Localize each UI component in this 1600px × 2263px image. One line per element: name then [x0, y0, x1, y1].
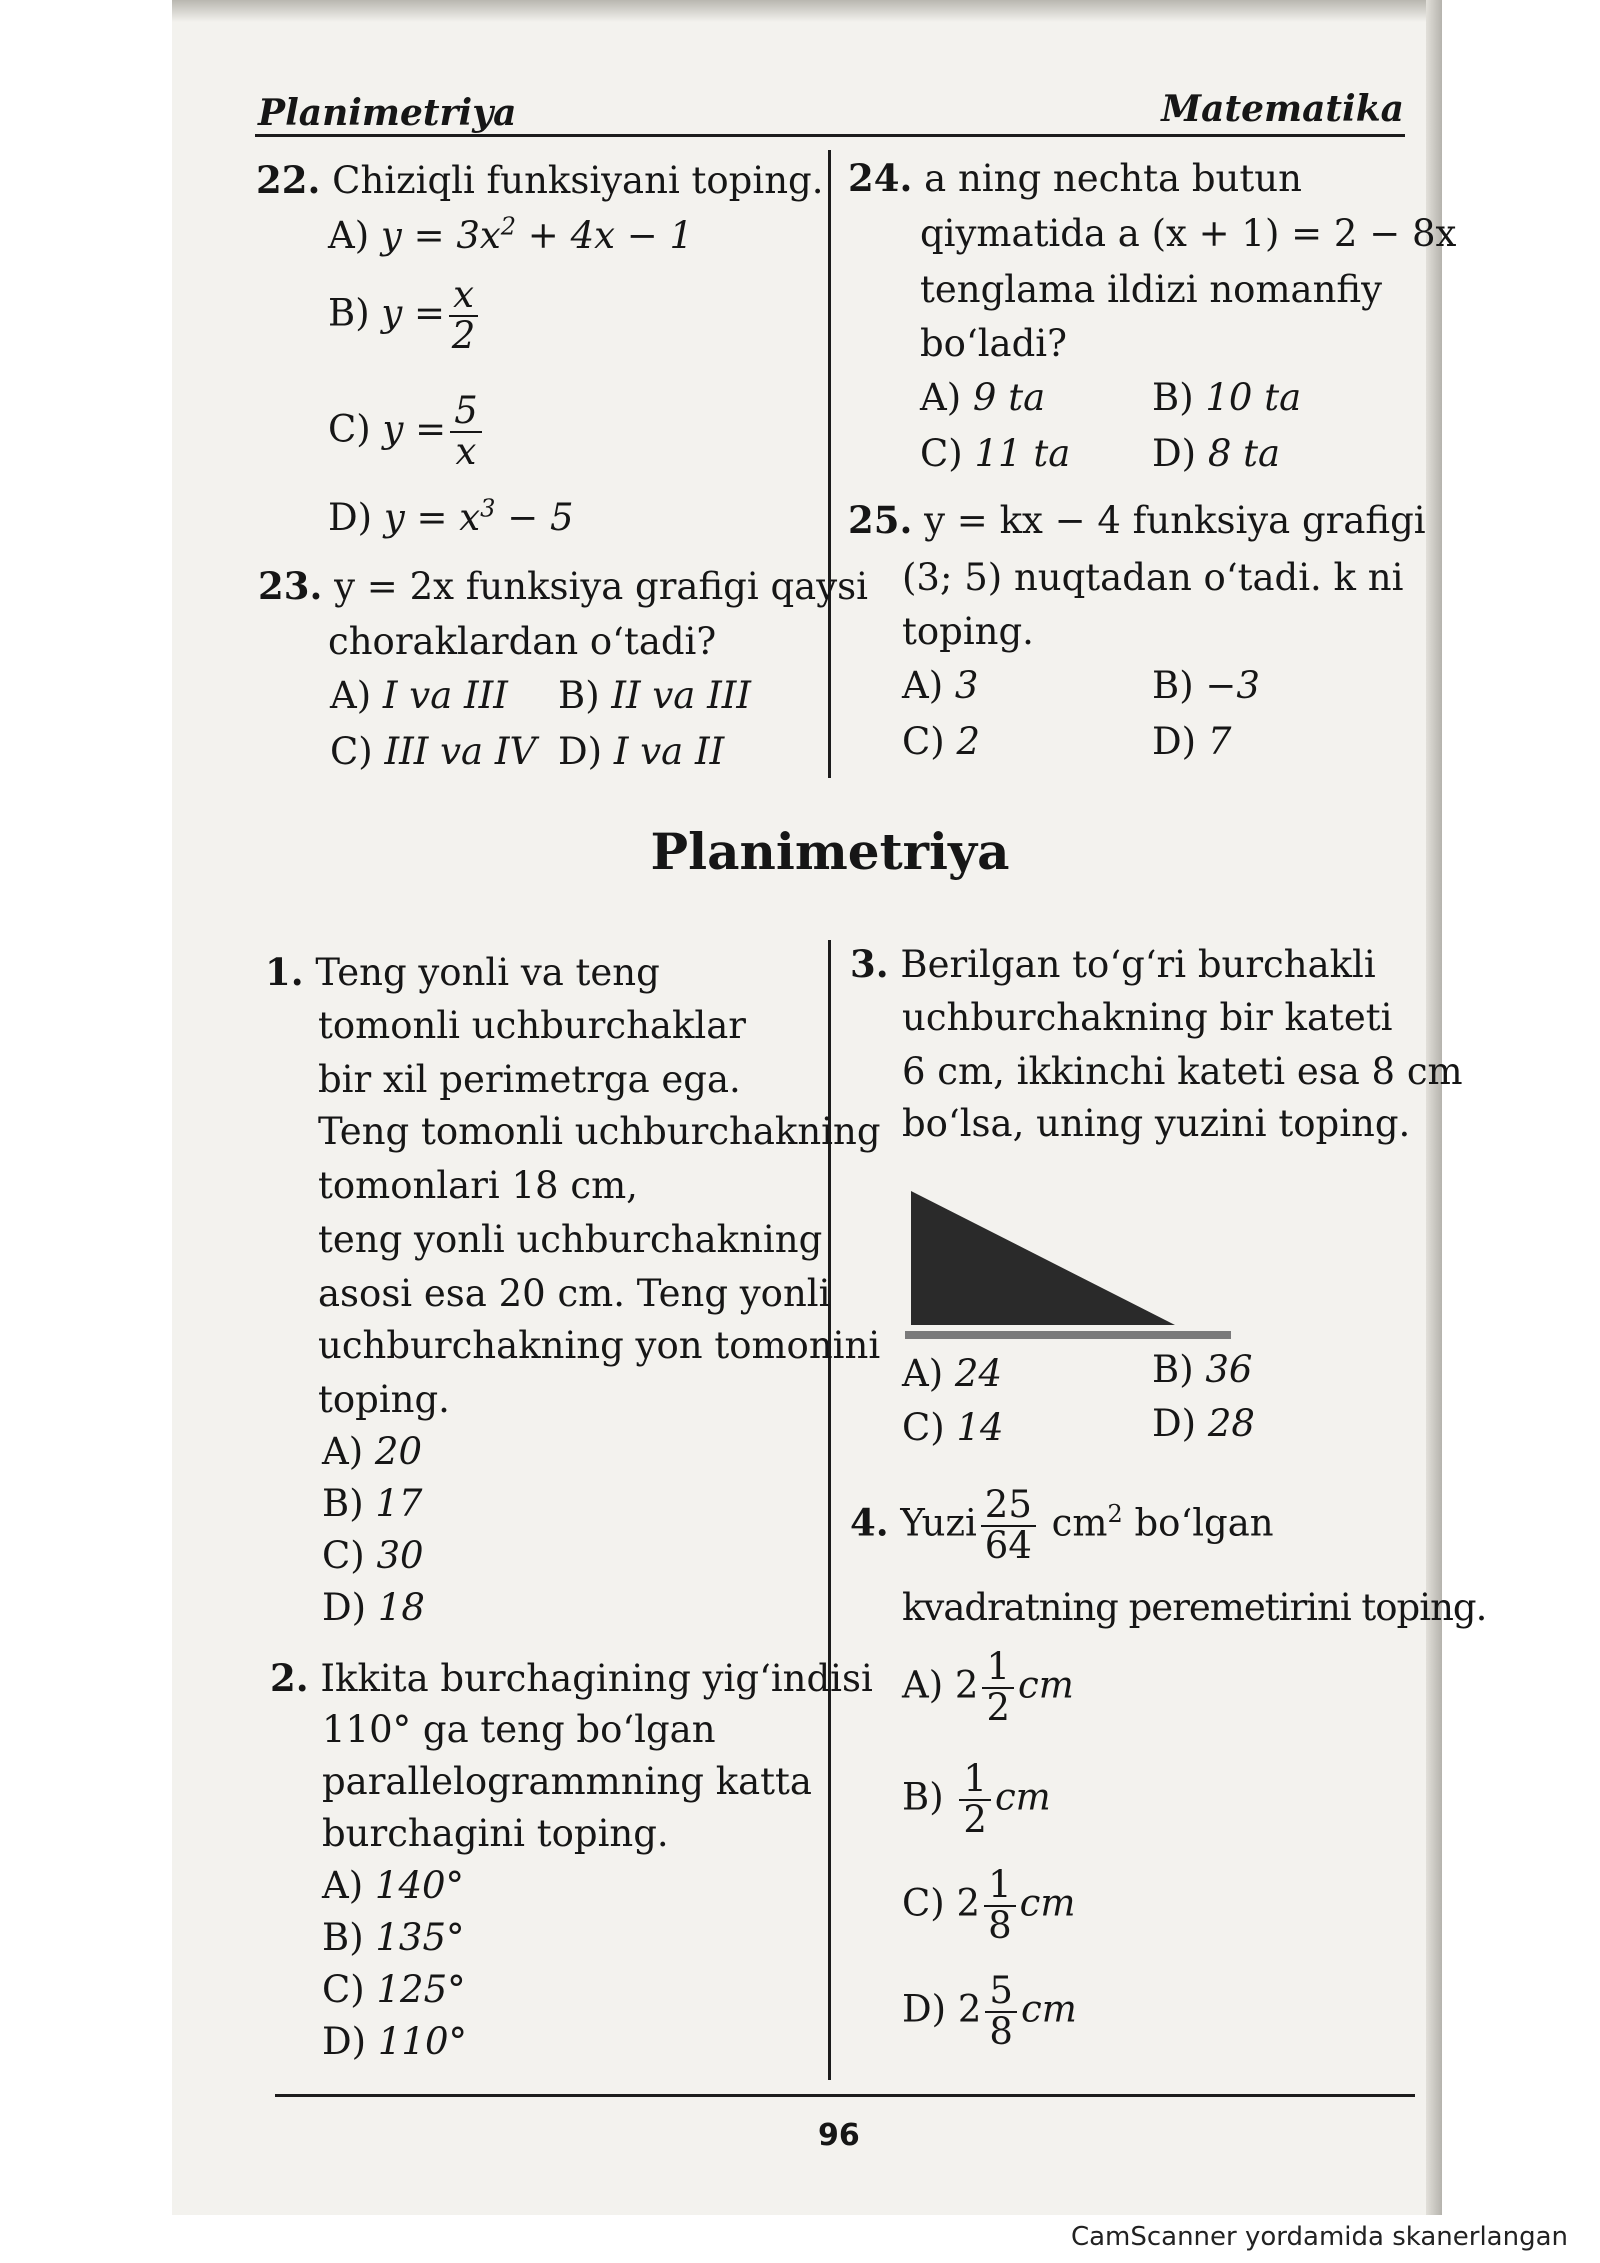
- p3-line: bo‘lsa, uning yuzini toping.: [902, 1102, 1411, 1145]
- p1-line: bir xil perimetrga ega.: [318, 1058, 741, 1101]
- column-divider-top: [828, 150, 831, 778]
- p1-option-a: A) 20: [322, 1430, 423, 1473]
- p3-option-d: D) 28: [1152, 1402, 1255, 1445]
- p2-line: parallelogrammning katta: [322, 1760, 812, 1803]
- q23-option-d: D) I va II: [558, 730, 725, 773]
- p2-option-b: B) 135°: [322, 1916, 465, 1959]
- p1-line: tomonli uchburchaklar: [318, 1004, 746, 1047]
- q22-option-a: A) $y = 3x^2 + 4x - 1$: [328, 212, 694, 257]
- q24-option-b: B) 10 ta: [1152, 376, 1302, 419]
- p2-line: 110° ga teng bo‘lgan: [322, 1708, 716, 1751]
- q25-option-d: D) 7: [1152, 720, 1232, 763]
- q23-option-c: C) III va IV: [330, 730, 537, 773]
- q25-option-a: A) 3: [902, 664, 979, 707]
- q24-stem-line2: qiymatida a (x + 1) = 2 − 8x: [920, 212, 1457, 255]
- q24-option-a: A) 9 ta: [920, 376, 1046, 419]
- p4-option-b: B) $\frac{1}{2}$ cm: [902, 1757, 1051, 1841]
- p3-option-c: C) 14: [902, 1406, 1004, 1449]
- p4-option-c: C) 2 $\frac{1}{8}$ cm: [902, 1863, 1076, 1947]
- p2-stem: 2. Ikkita burchagining yig‘indisi: [270, 1656, 873, 1700]
- triangle-base-shadow: [905, 1331, 1231, 1339]
- p3-stem: 3. Berilgan to‘g‘ri burchakli: [850, 942, 1376, 986]
- q23-option-a: A) I va III: [330, 674, 508, 717]
- header-rule: [255, 134, 1405, 137]
- q25-option-c: C) 2: [902, 720, 981, 763]
- scanner-watermark: CamScanner yordamida skanerlangan: [1070, 2222, 1568, 2252]
- header-right: Matematika: [1161, 88, 1404, 130]
- page-number: 96: [818, 2118, 860, 2153]
- p1-line: uchburchakning yon tomonini: [318, 1324, 881, 1367]
- q23-stem-line2: choraklardan o‘tadi?: [328, 620, 717, 663]
- q22-option-c: C) y = $\frac{5}{x}$: [328, 392, 486, 472]
- p3-option-b: B) 36: [1152, 1348, 1253, 1391]
- page-top-shadow: [172, 0, 1442, 22]
- q25-option-b: B) −3: [1152, 664, 1260, 707]
- q22-stem: 22. Chiziqli funksiyani toping.: [256, 158, 824, 202]
- p1-line: asosi esa 20 cm. Teng yonli: [318, 1272, 831, 1315]
- p1-line: teng yonli uchburchakning: [318, 1218, 823, 1261]
- q24-stem-line1: 24. a ning nechta butun: [848, 156, 1302, 200]
- page-right-edge: [1426, 0, 1442, 2215]
- p4-line2: kvadratning peremetirini toping.: [902, 1586, 1487, 1629]
- p2-line: burchagini toping.: [322, 1812, 669, 1855]
- p3-option-a: A) 24: [902, 1352, 1003, 1395]
- q25-stem-line1: 25. y = kx − 4 funksiya grafigi: [848, 498, 1426, 542]
- footer-rule: [275, 2094, 1415, 2097]
- q23-stem-line1: 23. y = 2x funksiya grafigi qaysi: [258, 564, 868, 608]
- q25-stem-line2: (3; 5) nuqtadan o‘tadi. k ni: [902, 556, 1404, 599]
- p1-option-d: D) 18: [322, 1586, 425, 1629]
- p1-line: tomonlari 18 cm,: [318, 1164, 638, 1207]
- header-left: Planimetriya: [258, 92, 517, 134]
- p2-option-d: D) 110°: [322, 2020, 467, 2063]
- p4-option-a: A) 2 $\frac{1}{2}$ cm: [902, 1645, 1074, 1729]
- q24-stem-line3: tenglama ildizi nomanfiy: [920, 268, 1383, 311]
- p2-option-a: A) 140°: [322, 1864, 465, 1907]
- p4-option-d: D) 2 $\frac{5}{8}$ cm: [902, 1969, 1077, 2053]
- q24-option-c: C) 11 ta: [920, 432, 1071, 475]
- p1-option-b: B) 17: [322, 1482, 423, 1525]
- right-triangle-figure: [905, 1185, 1235, 1345]
- p1-line: Teng tomonli uchburchakning: [318, 1110, 881, 1153]
- q24-option-d: D) 8 ta: [1152, 432, 1281, 475]
- triangle-shape: [911, 1191, 1175, 1325]
- q25-stem-line3: toping.: [902, 610, 1034, 653]
- p3-line: uchburchakning bir kateti: [902, 996, 1393, 1039]
- p1-line: toping.: [318, 1378, 450, 1421]
- section-title: Planimetriya: [650, 822, 1010, 881]
- p2-option-c: C) 125°: [322, 1968, 466, 2011]
- q22-option-b: B) y = $\frac{x}{2}$: [328, 276, 482, 356]
- p1-stem: 1. Teng yonli va teng: [265, 950, 660, 994]
- q23-option-b: B) II va III: [558, 674, 751, 717]
- p1-option-c: C) 30: [322, 1534, 424, 1577]
- q22-option-d: D) $y = x^3 - 5$: [328, 494, 574, 539]
- p4-stem: 4. Yuzi $\frac{25}{64}$ $cm^2$ bo‘lgan: [850, 1483, 1274, 1567]
- q24-stem-line4: bo‘ladi?: [920, 322, 1067, 365]
- p3-line: 6 cm, ikkinchi kateti esa 8 cm: [902, 1050, 1463, 1093]
